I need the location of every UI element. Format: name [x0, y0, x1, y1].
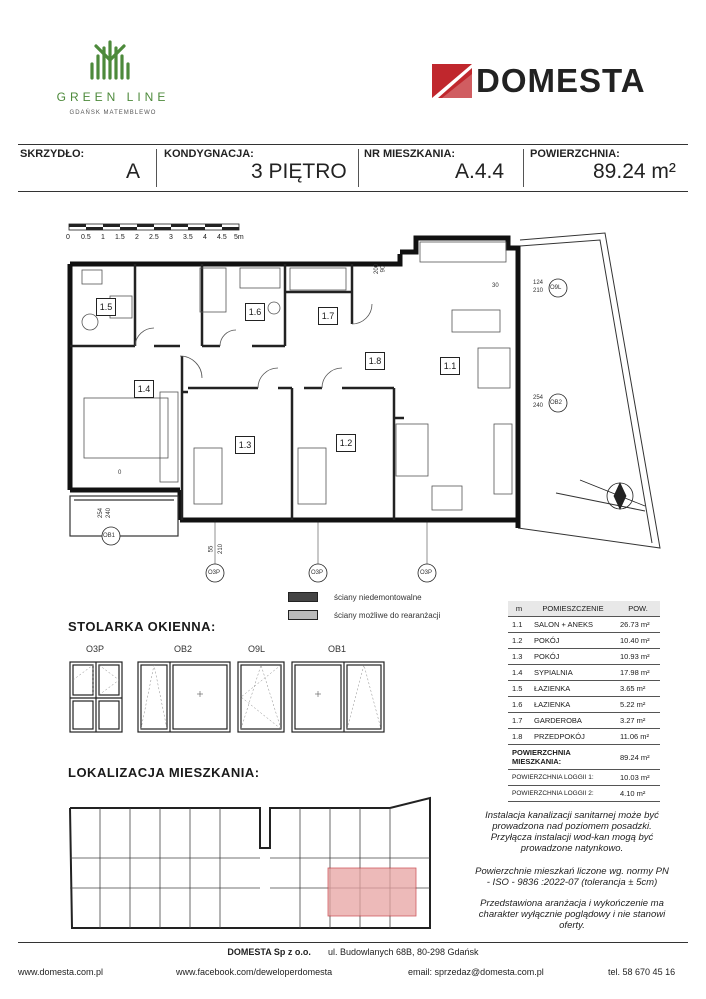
window-tag-o3p-3: O3P	[420, 570, 433, 576]
flat-number-label: NR MIESZKANIA:	[364, 148, 456, 160]
window-type-label: OB1	[328, 644, 347, 654]
dim-label: 254	[98, 507, 105, 519]
room-tag-1-3: 1.3	[235, 436, 255, 454]
footer-email-label: email:	[408, 967, 433, 977]
room-tag-1-5: 1.5	[96, 298, 116, 316]
scale-tick: 5m	[234, 234, 244, 241]
table-header: POMIESZCZENIE	[530, 601, 616, 617]
dim-label: 240	[533, 403, 544, 409]
floor-value: 3 PIĘTRO	[251, 160, 347, 183]
table-row: 1.1 SALON + ANEKS 26.73 m²	[508, 617, 660, 633]
window-type-label: O9L	[248, 644, 266, 654]
removable-wall-swatch	[288, 610, 318, 620]
table-row: 1.6 ŁAZIENKA 5.22 m²	[508, 697, 660, 713]
floor-label: KONDYGNACJA:	[164, 148, 254, 160]
leaf-logo-icon	[30, 38, 190, 84]
loggia-row: POWIERZCHNIA LOGGII 1: 10.03 m²	[508, 770, 660, 786]
room-table	[508, 601, 660, 802]
table-header: m	[508, 601, 530, 617]
window-tag-ob1: OB1	[103, 533, 116, 539]
window-type-label: O3P	[86, 644, 105, 654]
scale-tick: 4	[203, 234, 207, 241]
table-row: 1.3 POKÓJ 10.93 m²	[508, 649, 660, 665]
removable-walls-label: ściany możliwe do rearanżacji	[334, 611, 441, 620]
room-tag-1-2: 1.2	[336, 434, 356, 452]
area-label: POWIERZCHNIA:	[530, 148, 620, 160]
window-type-label: OB2	[174, 644, 193, 654]
room-tag-1-6: 1.6	[245, 303, 265, 321]
footer-facebook[interactable]: www.facebook.com/deweloperdomesta	[176, 967, 333, 977]
domesta-wordmark: DOMESTA	[476, 62, 646, 99]
table-row: 1.5 ŁAZIENKA 3.65 m²	[508, 681, 660, 697]
scale-tick: 2	[135, 234, 139, 241]
scale-tick: 1	[101, 234, 105, 241]
scale-tick: 4.5	[217, 234, 227, 241]
footer-email[interactable]: sprzedaz@domesta.com.pl	[434, 967, 544, 977]
footer-phone-label: tel.	[608, 967, 621, 977]
brand-location: GDAŃSK MATEMBLEWO	[69, 110, 157, 116]
location-title: LOKALIZACJA MIESZKANIA:	[68, 765, 260, 780]
table-row: 1.2 POKÓJ 10.40 m²	[508, 633, 660, 649]
dim-label: 90	[380, 265, 387, 273]
wall-legend	[288, 590, 488, 630]
green-line-logo	[30, 38, 190, 118]
staircase-value: A	[126, 160, 141, 183]
fixed-walls-label: ściany niedemontowalne	[334, 593, 422, 602]
dim-label: 254	[533, 395, 544, 401]
loggia-row: POWIERZCHNIA LOGGII 2: 4.10 m²	[508, 786, 660, 802]
table-row: 1.8 PRZEDPOKÓJ 11.06 m²	[508, 729, 660, 745]
footer	[18, 942, 688, 983]
total-row: POWIERZCHNIA MIESZKANIA: 89.24 m²	[508, 745, 660, 770]
note-installation: Instalacja kanalizacji sanitarnej może być prowadzona nad poziomem posadzki. Przyłącza instalacji wod-kan mogą być prowadzone natynkowo.	[485, 810, 659, 854]
footer-company: DOMESTA Sp z o.o.	[227, 947, 311, 957]
scale-tick: 3.5	[183, 234, 193, 241]
scale-tick: 0.5	[81, 234, 91, 241]
room-tag-1-4: 1.4	[134, 380, 154, 398]
apartment-info-bar	[18, 144, 688, 192]
fixed-wall-swatch	[288, 592, 318, 602]
dim-label: 55	[208, 545, 215, 553]
room-tag-1-1: 1.1	[440, 357, 460, 375]
window-tag-o3p-2: O3P	[311, 570, 324, 576]
window-tag-ob2: OB2	[550, 400, 563, 406]
highlighted-apartment	[328, 868, 416, 916]
dim-label: 0	[118, 470, 122, 476]
note-disclaimer: Przedstawiona aranżacja i wykończenie ma charakter wyłącznie poglądowy i nie stanowi oferty.	[478, 898, 666, 931]
footer-website[interactable]: www.domesta.com.pl	[18, 967, 104, 977]
dim-label: 210	[533, 288, 544, 294]
table-row: 1.4 SYPIALNIA 17.98 m²	[508, 665, 660, 681]
scale-tick: 1.5	[115, 234, 125, 241]
window-types	[66, 644, 396, 744]
staircase-label: SKRZYDŁO:	[20, 148, 85, 160]
flat-number-value: A.4.4	[455, 160, 505, 183]
footer-address: ul. Budowlanych 68B, 80-298 Gdańsk	[327, 947, 479, 957]
footer-phone[interactable]: 58 670 45 16	[622, 967, 676, 977]
building-location-map	[60, 788, 450, 938]
brand-name: GREEN LINE	[56, 90, 170, 104]
room-tag-1-8: 1.8	[365, 352, 385, 370]
domesta-logo	[432, 62, 672, 102]
floor-plan	[60, 228, 670, 588]
domesta-mark-icon	[432, 64, 472, 98]
scale-tick: 0	[66, 234, 70, 241]
table-header: POW.	[616, 601, 660, 617]
room-tag-1-7: 1.7	[318, 307, 338, 325]
window-tag-o3p-1: O3P	[208, 570, 221, 576]
dim-label: 124	[533, 280, 544, 286]
dim-label: 30	[492, 283, 499, 289]
windows-title: STOLARKA OKIENNA:	[68, 619, 216, 634]
dim-label: 240	[106, 507, 113, 519]
scale-tick: 3	[169, 234, 173, 241]
dim-label: 200	[374, 263, 381, 275]
window-tag-o9l: O9L	[550, 285, 562, 291]
dim-label: 210	[218, 543, 225, 555]
table-row: 1.7 GARDEROBA 3.27 m²	[508, 713, 660, 729]
area-value: 89.24 m²	[593, 160, 676, 183]
note-area-standard: Powierzchnie mieszkań liczone wg. normy PN - ISO - 9836 :2022-07 (tolerancja ± 5cm)	[475, 866, 669, 888]
scale-tick: 2.5	[149, 234, 159, 241]
